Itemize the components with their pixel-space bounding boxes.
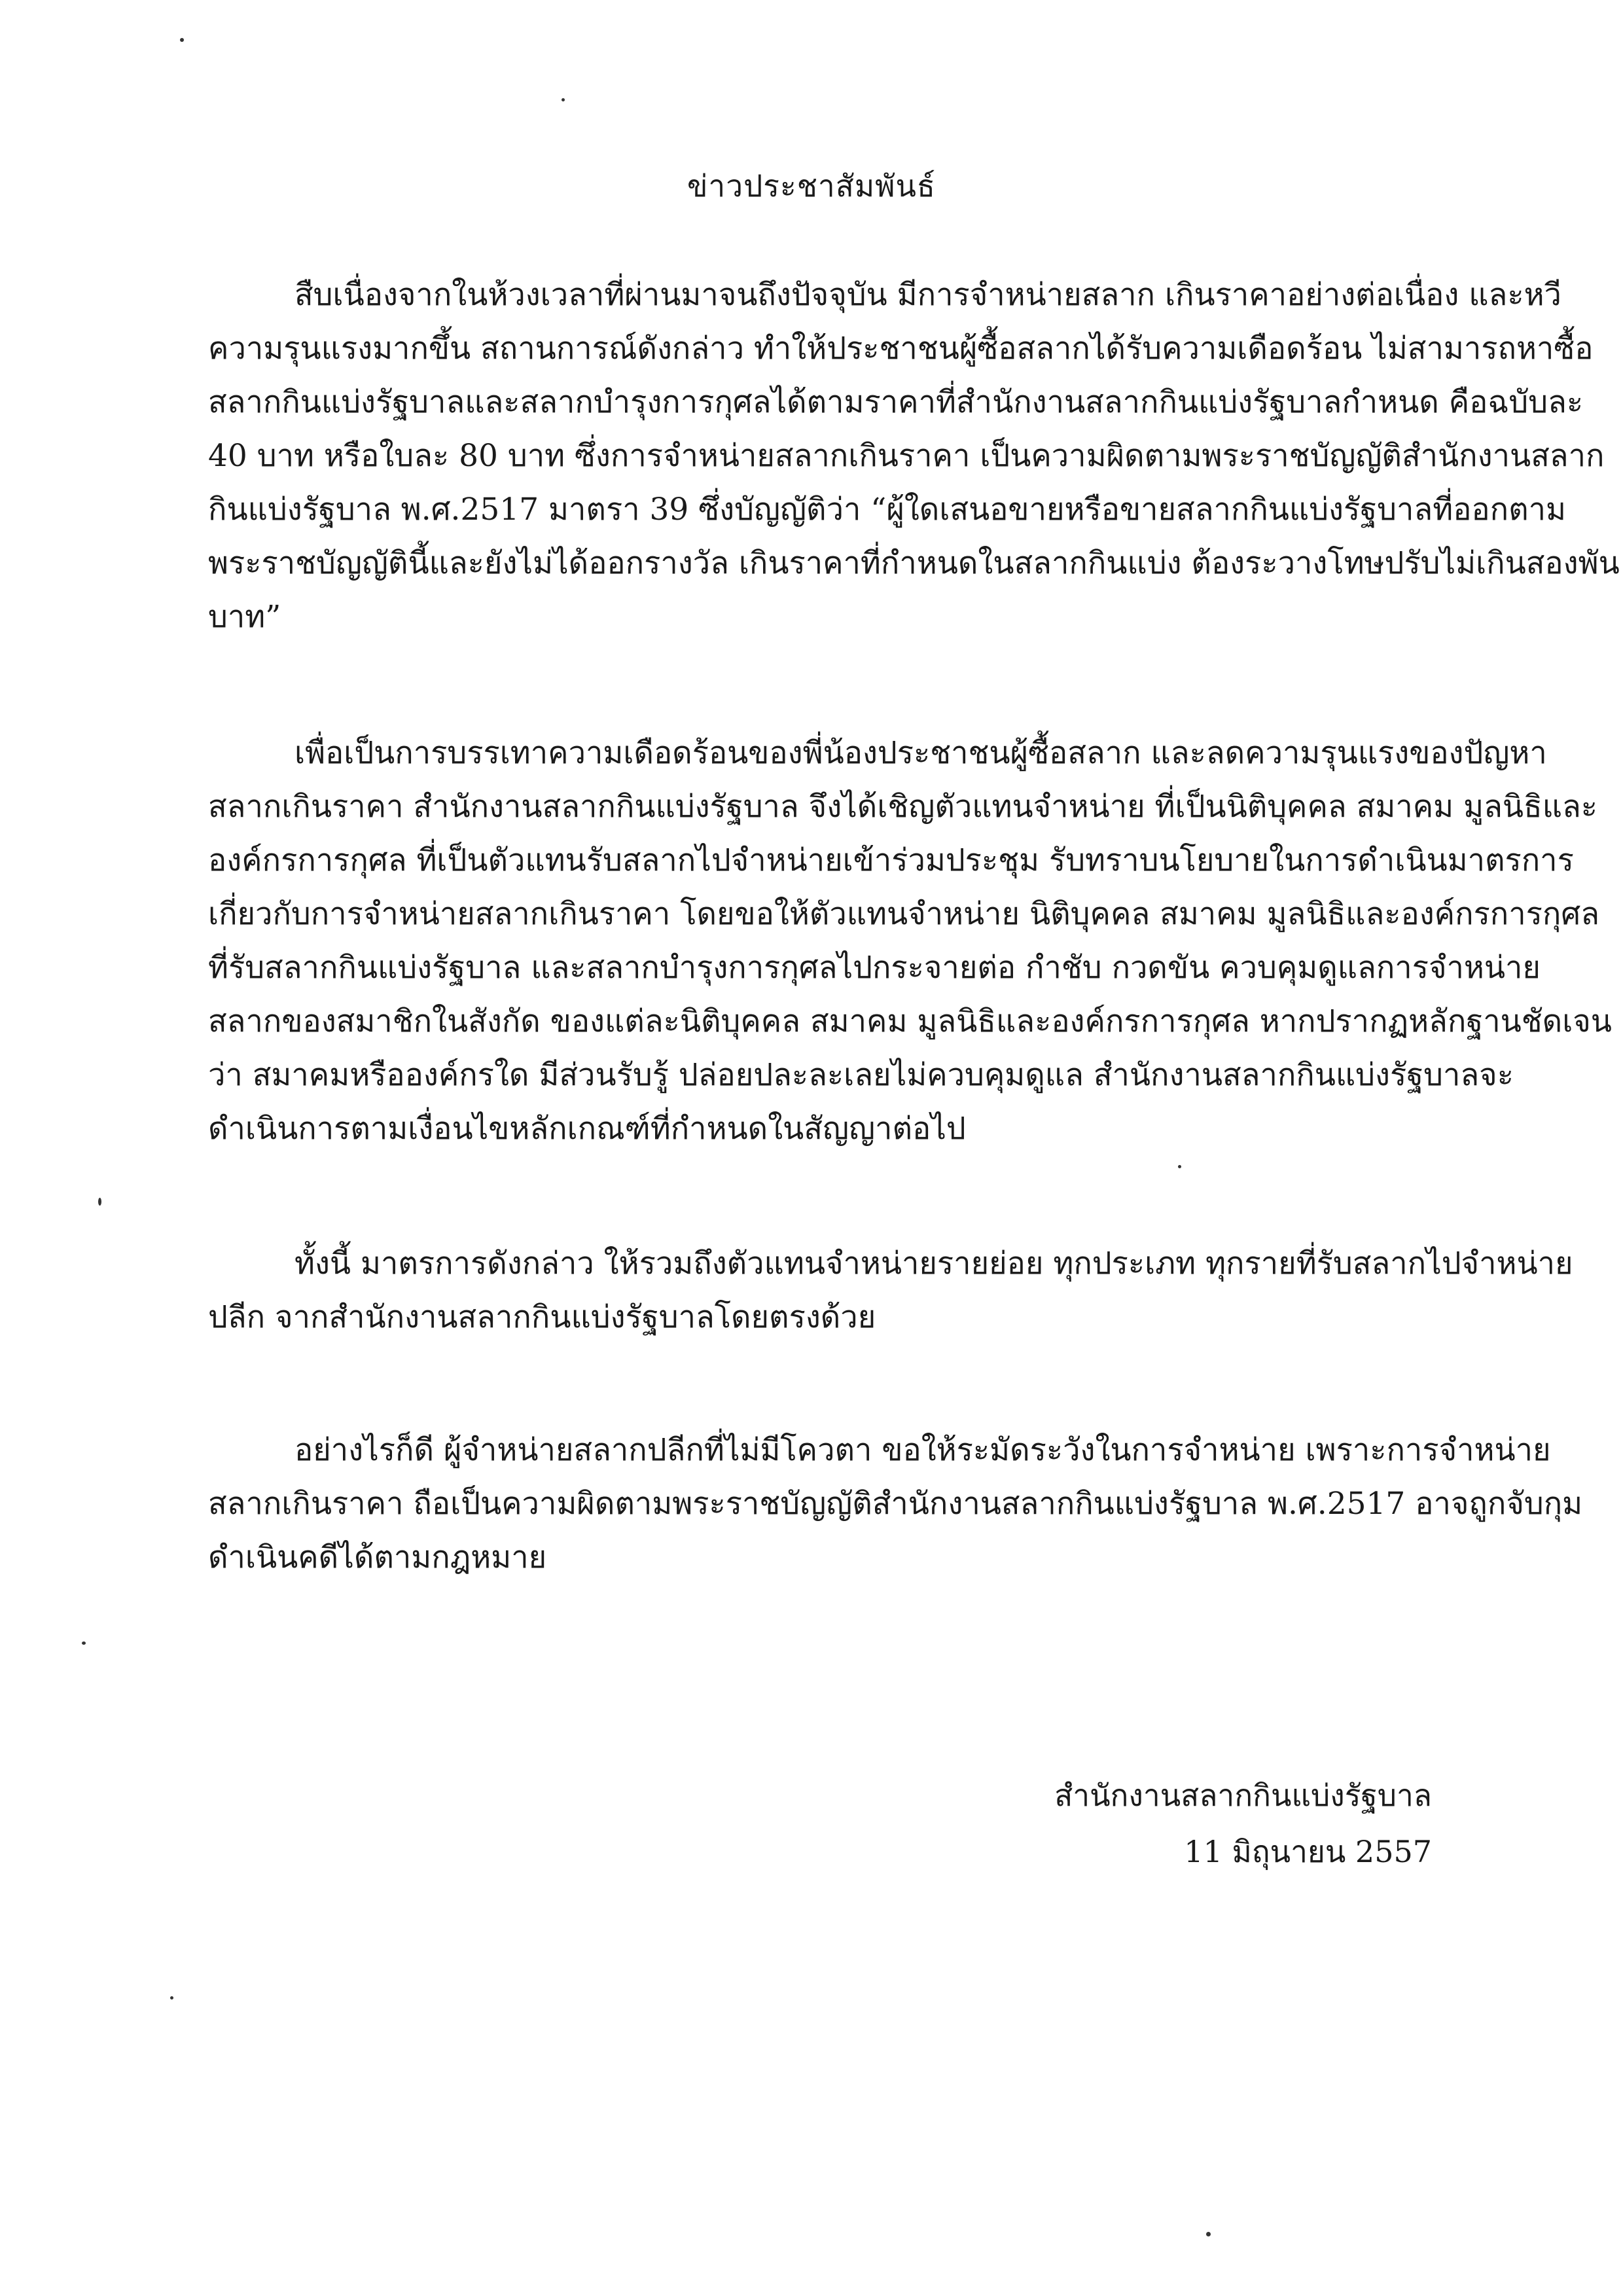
paragraph-line: เพื่อเป็นการบรรเทาความเดือดร้อนของพี่น้องประชาชนผู้ซื้อสลาก และลดความรุนแรงของปัญหา xyxy=(294,735,1547,771)
signature-date: 11 มิถุนายน 2557 xyxy=(1184,1834,1432,1869)
paragraph-2 xyxy=(208,726,1612,1156)
paragraph-line: ความรุนแรงมากขึ้น สถานการณ์ดังกล่าว ทำให้ประชาชนผู้ซื้อสลากได้รับความเดือดร้อน ไม่สามารถหาซื้อ xyxy=(208,331,1594,367)
scan-speck xyxy=(1178,1165,1181,1168)
paragraph-1 xyxy=(208,268,1620,644)
signature-block xyxy=(1054,1767,1432,1880)
paragraph-line: พระราชบัญญัตินี้และยังไม่ได้ออกรางวัล เกินราคาที่กำหนดในสลากกินแบ่ง ต้องระวางโทษปรับไม่เกินสองพัน xyxy=(208,545,1620,581)
scan-speck xyxy=(98,1198,101,1206)
paragraph-line: สลากเกินราคา ถือเป็นความผิดตามพระราชบัญญัติสำนักงานสลากกินแบ่งรัฐบาล พ.ศ.2517 อาจถูกจับกุม xyxy=(208,1486,1583,1522)
paragraph-line: อย่างไรก็ดี ผู้จำหน่ายสลากปลีกที่ไม่มีโควตา ขอให้ระมัดระวังในการจำหน่าย เพราะการจำหน่าย xyxy=(294,1432,1551,1468)
scan-speck xyxy=(170,1996,173,2000)
paragraph-line: ทั้งนี้ มาตรการดังกล่าว ให้รวมถึงตัวแทนจำหน่ายรายย่อย ทุกประเภท ทุกรายที่รับสลากไปจำหน่าย xyxy=(294,1246,1573,1282)
paragraph-4 xyxy=(208,1424,1583,1585)
paragraph-3 xyxy=(208,1237,1573,1344)
paragraph-line: สลากของสมาชิกในสังกัด ของแต่ละนิติบุคคล สมาคม มูลนิธิและองค์กรการกุศล หากปรากฏหลักฐานชัดเจน xyxy=(208,1003,1612,1039)
paragraph-line: สืบเนื่องจากในห้วงเวลาที่ผ่านมาจนถึงปัจจุบัน มีการจำหน่ายสลาก เกินราคาอย่างต่อเนื่อง และหวี xyxy=(294,277,1561,313)
scan-speck xyxy=(1206,2232,1211,2236)
paragraph-line: สลากเกินราคา สำนักงานสลากกินแบ่งรัฐบาล จึงได้เชิญตัวแทนจำหน่าย ที่เป็นนิติบุคคล สมาคม มูลนิธิและ xyxy=(208,789,1598,825)
paragraph-line: ที่รับสลากกินแบ่งรัฐบาล และสลากบำรุงการกุศลไปกระจายต่อ กำชับ กวดขัน ควบคุมดูแลการจำหน่าย xyxy=(208,950,1541,986)
scan-speck xyxy=(82,1641,86,1645)
paragraph-line: สลากกินแบ่งรัฐบาลและสลากบำรุงการกุศลได้ตามราคาที่สำนักงานสลากกินแบ่งรัฐบาลกำหนด คือฉบับละ xyxy=(208,384,1584,420)
scan-speck xyxy=(562,98,565,101)
paragraph-line: องค์กรการกุศล ที่เป็นตัวแทนรับสลากไปจำหน่ายเข้าร่วมประชุม รับทราบนโยบายในการดำเนินมาตรการ xyxy=(208,842,1574,878)
paragraph-line: เกี่ยวกับการจำหน่ายสลากเกินราคา โดยขอให้ตัวแทนจำหน่าย นิติบุคคล สมาคม มูลนิธิและองค์กรการกุศล xyxy=(208,896,1599,932)
paragraph-line: ดำเนินคดีได้ตามกฎหมาย xyxy=(208,1539,547,1575)
paragraph-line: ดำเนินการตามเงื่อนไขหลักเกณฑ์ที่กำหนดในสัญญาต่อไป xyxy=(208,1111,966,1147)
paragraph-line: กินแบ่งรัฐบาล พ.ศ.2517 มาตรา 39 ซึ่งบัญญัติว่า “ผู้ใดเสนอขายหรือขายสลากกินแบ่งรัฐบาลที่ออกตาม xyxy=(208,492,1566,528)
signature-organization: สำนักงานสลากกินแบ่งรัฐบาล xyxy=(1054,1778,1432,1813)
document-title: ข่าวประชาสัมพันธ์ xyxy=(687,168,936,204)
paragraph-line: 40 บาท หรือใบละ 80 บาท ซึ่งการจำหน่ายสลากเกินราคา เป็นความผิดตามพระราชบัญญัติสำนักงานสลาก xyxy=(208,438,1605,474)
scan-speck xyxy=(180,38,184,42)
paragraph-line: ว่า สมาคมหรือองค์กรใด มีส่วนรับรู้ ปล่อยปละละเลยไม่ควบคุมดูแล สำนักงานสลากกินแบ่งรัฐบาลจะ xyxy=(208,1057,1514,1093)
paragraph-line: บาท” xyxy=(208,599,281,635)
paragraph-line: ปลีก จากสำนักงานสลากกินแบ่งรัฐบาลโดยตรงด้วย xyxy=(208,1299,876,1335)
